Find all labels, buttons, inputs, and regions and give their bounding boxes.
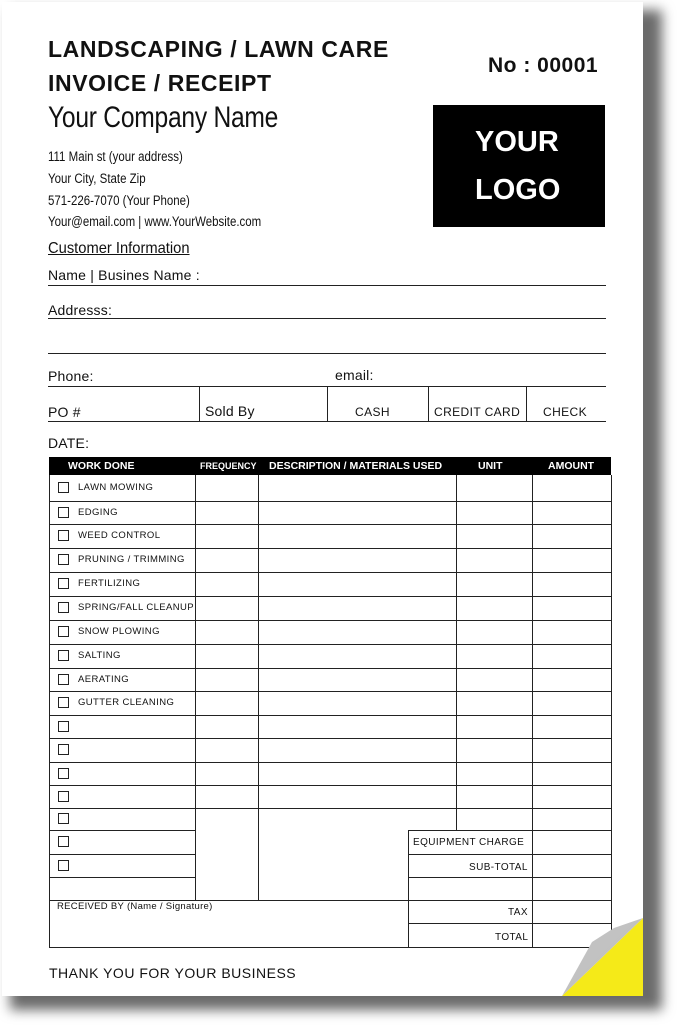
work-checkbox[interactable] [58, 554, 69, 565]
thank-you-text: THANK YOU FOR YOUR BUSINESS [49, 965, 297, 981]
table-header [49, 457, 611, 475]
logo-text-line2: LOGO [475, 174, 561, 206]
work-item-label: EDGING [78, 506, 118, 518]
header-frequency: FREQUENCY [200, 461, 257, 471]
header-work-done: WORK DONE [68, 460, 135, 472]
table-row-line [408, 877, 611, 878]
table-row-line [49, 620, 611, 621]
table-row-line [49, 762, 611, 763]
address-line-1[interactable] [48, 318, 606, 319]
table-row-line [49, 785, 611, 786]
email-label: email: [335, 367, 374, 383]
subtotal-label: SUB-TOTAL [469, 862, 528, 873]
work-checkbox[interactable] [58, 860, 69, 871]
date-label: DATE: [48, 435, 90, 451]
table-row-line [49, 738, 611, 739]
work-checkbox[interactable] [58, 507, 69, 518]
table-border-right [611, 475, 612, 947]
equipment-charge-label: EQUIPMENT CHARGE [413, 837, 525, 848]
work-checkbox[interactable] [58, 697, 69, 708]
work-item-label: SNOW PLOWING [78, 626, 160, 637]
payment-credit-card[interactable]: CREDIT CARD [434, 405, 521, 419]
po-line[interactable] [48, 421, 606, 422]
name-line[interactable] [48, 285, 606, 286]
invoice-sheet [2, 2, 643, 996]
work-checkbox[interactable] [58, 813, 69, 824]
table-row-line [49, 808, 611, 809]
table-row-line [49, 572, 611, 573]
name-label: Name | Busines Name : [48, 267, 200, 283]
table-border-bottom [49, 947, 611, 948]
total-label: TOTAL [495, 932, 529, 943]
tax-label: TAX [508, 907, 528, 918]
column-line [532, 475, 533, 947]
table-row-line [49, 877, 195, 878]
work-item-label: PRUNING / TRIMMING [78, 554, 185, 565]
table-row-line [408, 854, 611, 855]
invoice-number: No : 00001 [488, 54, 599, 77]
work-checkbox[interactable] [58, 602, 69, 613]
table-row-line [49, 691, 611, 692]
work-item-label: SALTING [78, 650, 121, 661]
work-checkbox[interactable] [58, 578, 69, 589]
phone-line: 571-226-7070 (Your Phone) [48, 193, 190, 208]
address-label: Addresss: [48, 302, 113, 318]
address-line1: 111 Main st (your address) [48, 149, 183, 164]
sold-by-label: Sold By [205, 403, 255, 419]
contact-line: Your@email.com | www.YourWebsite.com [48, 214, 262, 229]
divider [526, 387, 527, 421]
table-row-line [49, 644, 611, 645]
work-checkbox[interactable] [58, 791, 69, 802]
divider [199, 387, 200, 421]
work-checkbox[interactable] [58, 650, 69, 661]
work-item-label: FERTILIZING [78, 578, 141, 589]
work-checkbox[interactable] [58, 721, 69, 732]
table-row-line [49, 548, 611, 549]
received-by-label: RECEIVED BY (Name / Signature) [57, 901, 213, 912]
table-row-line [49, 668, 611, 669]
header-amount: AMOUNT [548, 460, 595, 472]
column-line [456, 475, 457, 830]
logo-box [433, 105, 605, 227]
work-item-label: LAWN MOWING [78, 482, 154, 493]
work-item-label: AERATING [78, 673, 130, 685]
divider [327, 387, 328, 421]
work-checkbox[interactable] [58, 744, 69, 755]
header-description: DESCRIPTION / MATERIALS USED [269, 460, 443, 472]
table-row-line [49, 524, 611, 525]
table-row-line [49, 501, 611, 502]
work-checkbox[interactable] [58, 674, 69, 685]
work-checkbox[interactable] [58, 768, 69, 779]
payment-check[interactable]: CHECK [543, 405, 588, 419]
table-row-line [49, 596, 611, 597]
work-item-label: GUTTER CLEANING [78, 697, 175, 708]
logo-text-line1: YOUR [475, 126, 559, 158]
column-line [408, 830, 409, 947]
company-name: Your Company Name [48, 101, 279, 134]
table-row-line [49, 854, 195, 855]
column-line [258, 475, 259, 900]
title-line1: LANDSCAPING / LAWN CARE [48, 36, 389, 62]
table-row-line [408, 830, 611, 831]
address-line-2[interactable] [48, 353, 606, 354]
divider [428, 387, 429, 421]
table-row-line [408, 923, 611, 924]
work-item-label: SPRING/FALL CLEANUP [78, 602, 195, 613]
work-item-label: WEED CONTROL [78, 530, 161, 541]
table-row-line [49, 830, 195, 831]
title-line2: INVOICE / RECEIPT [48, 70, 272, 96]
payment-cash[interactable]: CASH [355, 405, 390, 419]
phone-label: Phone: [48, 368, 94, 384]
work-checkbox[interactable] [58, 530, 69, 541]
header-unit: UNIT [478, 460, 503, 472]
address-line2: Your City, State Zip [48, 171, 146, 186]
customer-info-title: Customer Information [48, 240, 190, 257]
po-label: PO # [48, 404, 81, 420]
work-checkbox[interactable] [58, 482, 69, 493]
work-checkbox[interactable] [58, 836, 69, 847]
table-row-line [49, 715, 611, 716]
work-checkbox[interactable] [58, 626, 69, 637]
column-line [195, 475, 196, 900]
